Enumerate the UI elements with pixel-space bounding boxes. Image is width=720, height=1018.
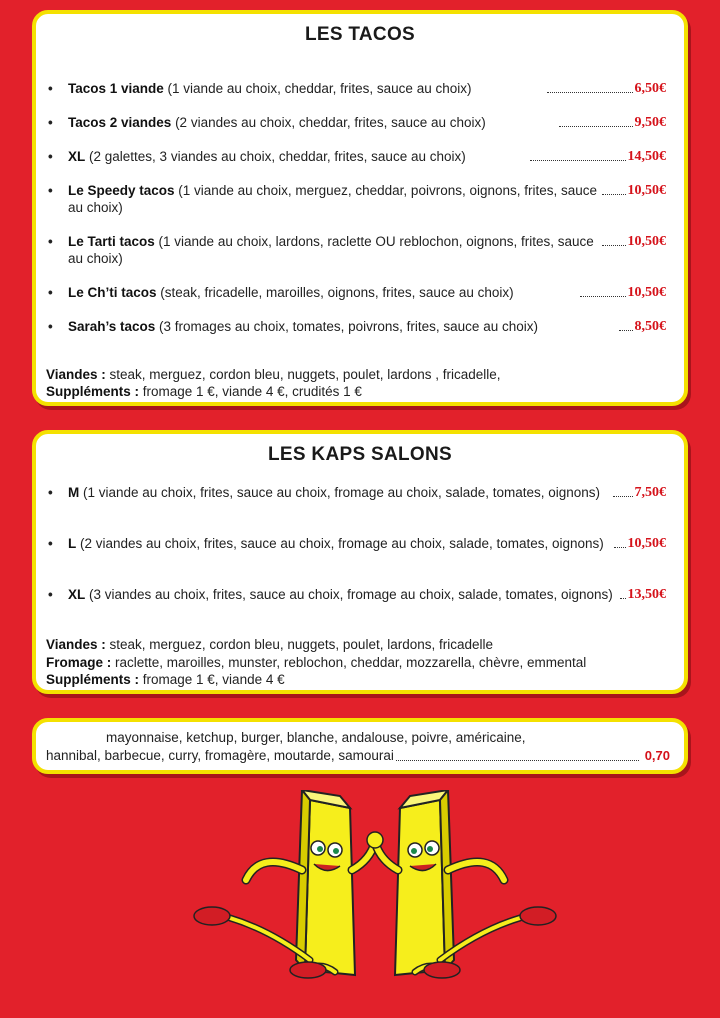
dot-leader [619,318,633,331]
bullet-icon: • [48,536,53,551]
item-name: L [68,536,77,551]
dot-leader [547,80,633,93]
item-desc: (1 viande au choix, lardons, raclette OU reblochon, oignons, frites, sauce au choix) [68,234,594,266]
item-desc: (steak, fricadelle, maroilles, oignons, frites, sauce au choix) [156,285,514,300]
item-price: 14,50€ [627,149,666,164]
item-name: Le Ch’ti tacos [68,285,157,300]
bullet-icon: • [48,234,53,249]
item-price: 9,50€ [634,115,666,130]
item-price: 10,50€ [627,285,666,300]
bullet-icon: • [48,149,53,164]
item-desc: (3 fromages au choix, tomates, poivrons, frites, sauce au choix) [155,319,538,334]
item-name: Sarah’s tacos [68,319,156,334]
bullet-icon: • [48,485,53,500]
sauces-card [32,718,688,774]
item-price: 7,50€ [634,485,666,500]
dot-leader [602,182,626,195]
left-fry-mascot [194,790,375,978]
bullet-icon: • [48,115,53,130]
item-desc: (1 viande au choix, merguez, cheddar, poivrons, oignons, frites, sauce au choix) [68,183,598,215]
tacos-menu-card [32,10,688,406]
item-name: XL [68,149,86,164]
tacos-viandes-line: Viandes : steak, merguez, cordon bleu, nuggets, poulet, lardons , fricadelle, [46,367,501,382]
item-name: Le Tarti tacos [68,234,155,249]
item-name: Le Speedy tacos [68,183,175,198]
dot-leader [559,114,633,127]
item-price: 13,50€ [627,587,666,602]
sauces-list-line1: mayonnaise, ketchup, burger, blanche, andalouse, poivre, américaine, [106,730,526,745]
sauces-list-line2-text: hannibal, barbecue, curry, fromagère, moutarde, samourai [46,748,394,763]
item-price: 10,50€ [627,536,666,551]
dot-leader [614,535,626,548]
right-fry-mascot [375,790,556,978]
item-price: 6,50€ [634,81,666,96]
tacos-supplements-line: Suppléments : fromage 1 €, viande 4 €, crudités 1 € [46,384,362,399]
kaps-supplements-line: Suppléments : fromage 1 €, viande 4 € [46,672,285,687]
item-name: XL [68,587,86,602]
item-price: 10,50€ [627,234,666,249]
item-desc: (2 viandes au choix, frites, sauce au choix, fromage au choix, salade, tomates, oignons) [76,536,604,551]
kaps-salons-menu-card [32,430,688,694]
item-desc: (3 viandes au choix, frites, sauce au choix, fromage au choix, salade, tomates, oignons) [85,587,613,602]
dot-leader [602,233,626,246]
dancing-fries-illustration [190,790,560,990]
sauce-price: 0,70 [644,748,670,763]
dot-leader [530,148,626,161]
dot-leader [580,284,626,297]
kaps-viandes-line: Viandes : steak, merguez, cordon bleu, nuggets, poulet, lardons, fricadelle [46,637,494,652]
dot-leader [613,484,633,497]
item-desc: (1 viande au choix, cheddar, frites, sauce au choix) [163,81,472,96]
dot-leader [396,748,639,761]
item-price: 10,50€ [627,183,666,198]
bullet-icon: • [48,587,53,602]
bullet-icon: • [48,285,53,300]
item-desc: (2 galettes, 3 viandes au choix, cheddar, frites, sauce au choix) [85,149,466,164]
sauces-list-line2 [46,748,670,763]
bullet-icon: • [48,81,53,96]
item-price: 8,50€ [634,319,666,334]
bullet-icon: • [48,319,53,334]
bullet-icon: • [48,183,53,198]
dot-leader [620,586,626,599]
item-name: M [68,485,80,500]
kaps-fromage-line: Fromage : raclette, maroilles, munster, reblochon, cheddar, mozzarella, chèvre, emmental [46,655,587,670]
item-desc: (2 viandes au choix, cheddar, frites, sauce au choix) [171,115,486,130]
kaps-title: LES KAPS SALONS [268,444,452,465]
tacos-title: LES TACOS [304,24,416,45]
item-desc: (1 viande au choix, frites, sauce au choix, fromage au choix, salade, tomates, oignons) [79,485,601,500]
item-name: Tacos 1 viande [68,81,164,96]
item-name: Tacos 2 viandes [68,115,172,130]
